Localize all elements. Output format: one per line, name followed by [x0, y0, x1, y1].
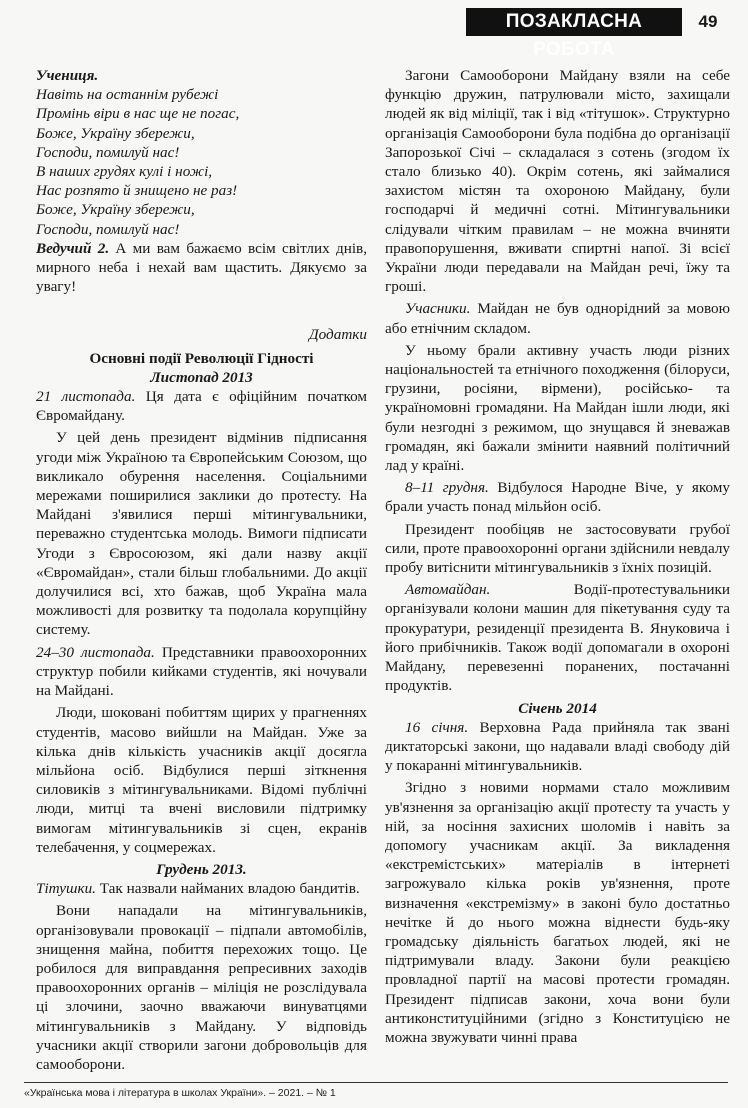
verse-line: Господи, помилуй нас! [36, 220, 180, 238]
titushky-term: Тітушки. [36, 880, 96, 898]
verse-line: В наших грудях кулі і ножі, [36, 163, 213, 181]
paragraph: Загони Самооборони Майдану взяли на себе функцію дружин, патрулювали місто, захищали людей як від міліції, так і від «тітушок». Структурно організація Самооборони була подібна до організації Запорозької Січі – складалася з сотень (згодом їх стало близько 40). Окрім сотень, які займалися захистом містян та охороною Майдану, були господарчі й медичні сотні. Мітингувальники слідували чітким правилам – не можна вчиняти правопорушення, вживати спиртні напої. Зі всієї України люди передавали на Майдан речі, їжу та гроші. [385, 67, 730, 296]
jan16-text: Верховна Рада прийняла так звані диктаторські закони, що надавали владі свободу дій у покаранні мітингувальників. [385, 718, 730, 775]
left-column [36, 66, 367, 1077]
verse-line: Нас розпято й знищено не раз! [36, 182, 238, 200]
host2-paragraph [36, 239, 367, 297]
host2-text: А ми вам бажаємо всім світлих днів, мирного неба і нехай вам щастить. Дякуємо за увагу! [36, 239, 368, 296]
verse-line: Навіть на останнім рубежі [36, 86, 219, 104]
nov24-30-paragraph [36, 643, 367, 701]
nov21-date: 21 листопада. [36, 388, 136, 406]
titushky-paragraph [36, 879, 367, 898]
paragraph: Згідно з новими нормами стало можливим ув'язнення за організацію акції протесту та участь у ній, за носіння захисних шоломів і навіть за допомогу учасникам акції. За викладення «екстремістських» матеріалів в інтернеті загрожувало кілька років ув'язнення, проте визначення «екстремізму» в законі було достатньо нечітке й до нього можна віднести будь-яку громадську діяльність багатьох людей, які не підтримували владу. Закони були реакцією провладної партії на масові протести громадян. Президент підписав закони, хоча вони були антиконституційними (згідно з Конституцією не можна звужувати чинні права [385, 779, 730, 1046]
dec8-11-paragraph [385, 478, 730, 516]
verse-line: Боже, Україну збережи, [36, 201, 195, 219]
dec8-11-date: 8–11 грудня. [405, 479, 489, 497]
section-title: ПОЗАКЛАСНА РОБОТА [466, 8, 682, 36]
jan16-paragraph [385, 718, 730, 776]
verse-line: Господи, помилуй нас! [36, 143, 180, 161]
nov21-paragraph [36, 387, 367, 425]
jan16-date: 16 січня. [405, 718, 469, 736]
verse-line: Боже, Україну збережи, [36, 124, 195, 142]
paragraph: Люди, шоковані побиттям щирих у прагненнях студентів, масово вийшли на Майдан. Уже за кілька днів кількість учасників акції досягла мільйона осіб. Відбулися перші зіткнення силовиків з мітингувальниками. Відомі публічні люди, митці та вчені висловили підтримку вимогам мітингувальників зі сцен, екранів телебачення, у соцмережах. [36, 704, 367, 856]
dec8-11-text: Відбулося Народне Віче, у якому брали участь понад мільйон осіб. [385, 479, 730, 516]
participants-text: Майдан не був однорідний за мовою або етнічним складом. [385, 300, 730, 337]
speaker-host2: Ведучий 2. [36, 239, 110, 257]
footer-rule [24, 1082, 728, 1083]
verse-line: Промінь віри в нас ще не погас, [36, 105, 240, 123]
right-column [385, 66, 730, 1050]
paragraph: У ньому брали активну участь люди різних національностей та етнічного походження (білоруси, грузини, росіяни, вірмени), російсько- та україномовні громадяни. На Майдан ішли люди, які були незгодні з режимом, що знущався й зневажав громадян, які бажали змінити наявний політичний лад у країні. [385, 341, 730, 475]
month-heading-dec: Грудень 2013. [156, 860, 247, 878]
automaidan-text: Водії-протестувальники організували колони машин для пікетування суду та прокуратури, резиденції президента В. Януковича і його прибічників. Також водії допомагали в охороні Майдану, перевезенні поранених, постачанні продуктів. [385, 581, 730, 695]
automaidan-term: Автомайдан. [405, 581, 491, 599]
nov24-30-date: 24–30 листопада. [36, 643, 155, 661]
appendix-label: Додатки [309, 326, 367, 344]
participants-paragraph [385, 299, 730, 337]
automaidan-paragraph [385, 580, 730, 695]
paragraph: Вони нападали на мітингувальників, організовували провокації – підпали автомобілів, знищення майна, побиття перехожих тощо. Це робилося для виправдання репресивних заходів правоохоронних органів – міліція не розслідувала ці злочини, заочно вважаючи винуватцями мітингувальників з Майдану. У відповідь учасники акції створили загони добровольців для самооборони. [36, 902, 367, 1073]
participants-term: Учасники. [405, 300, 471, 318]
paragraph: Президент пообіцяв не застосовувати грубої сили, проте правоохоронні органи здійснили невдалу пробу витіснити мітингувальників з їхніх позицій. [385, 520, 730, 577]
page-number: 49 [698, 12, 718, 31]
nov24-30-text: Представники правоохоронних структур побили кийками студентів, які ночували на Майдані. [36, 643, 368, 700]
events-title: Основні події Революції Гідності [89, 349, 314, 367]
month-heading-jan: Січень 2014 [518, 699, 597, 717]
nov21-text: Ця дата є офіційним початком Євромайдану. [36, 388, 367, 425]
speaker-student: Учениця. [36, 67, 99, 84]
month-heading-nov: Листопад 2013 [150, 368, 253, 386]
paragraph: У цей день президент відмінив підписання угоди між Україною та Європейським Союзом, що викликало обурення населення. Соціальними мережами поширилися заклики до протесту. На Майдані з'явилися перші мітингувальники, переважно студентська молодь. Вимоги підписати Угоди з Євросоюзом, які дали назву акції «Євромайдан», стали більш глобальними. До акції долучилися всі, хто бажав, щоб Україна мала можливості для розвитку та подолала корупційну систему. [36, 429, 367, 639]
footer-citation: «Українська мова і література в школах України». – 2021. – № 1 [24, 1087, 336, 1099]
titushky-text: Так назвали найманих владою бандитів. [99, 880, 360, 898]
